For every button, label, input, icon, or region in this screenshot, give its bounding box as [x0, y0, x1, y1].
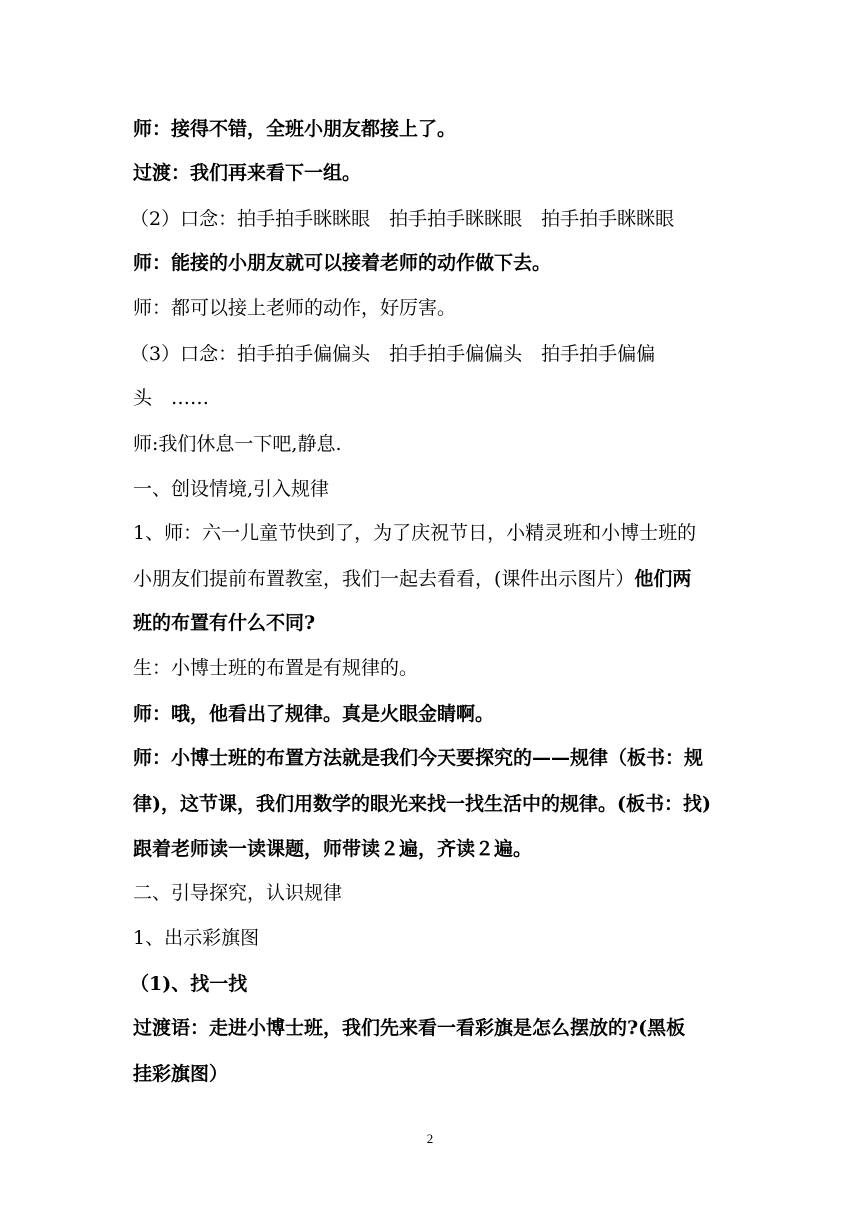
line-text: 过渡：我们再来看下一组。	[133, 162, 362, 184]
text-line	[130, 207, 730, 231]
line-text: 师:我们休息一下吧,静息.	[133, 433, 342, 455]
line-text: 班的布置有什么不同?	[133, 612, 316, 634]
page-number: 2	[426, 1131, 434, 1146]
line-text: 律)，这节课，我们用数学的眼光来找一找生活中的规律。(板书：找)	[133, 793, 711, 815]
line-text: 二、引导探究，认识规律	[133, 882, 343, 904]
text-line	[133, 432, 733, 456]
text-line	[133, 611, 733, 635]
section-heading	[133, 881, 733, 905]
text-line	[133, 792, 733, 816]
text-line	[133, 702, 733, 726]
text-line	[130, 972, 730, 996]
text-line	[133, 1016, 733, 1040]
text-line	[133, 251, 733, 275]
text-line	[133, 296, 733, 320]
line-text: 挂彩旗图）	[133, 1063, 229, 1085]
line-text: 师：都可以接上老师的动作，好厉害。	[133, 297, 457, 319]
text-line	[133, 837, 733, 861]
line-text: 师：哦，他看出了规律。真是火眼金睛啊。	[133, 703, 495, 725]
text-line	[133, 746, 733, 770]
line-text: 头 ……	[133, 387, 210, 409]
line-text: 师：接得不错，全班小朋友都接上了。	[133, 118, 457, 140]
text-line	[133, 567, 733, 591]
line-text: （3）口念：拍手拍手偏偏头 拍手拍手偏偏头 拍手拍手偏偏	[130, 343, 656, 365]
text-line	[133, 386, 733, 410]
line-text: 一、创设情境,引入规律	[133, 478, 330, 500]
line-text: 师：能接的小朋友就可以接着老师的动作做下去。	[133, 252, 552, 274]
line-text: 1、出示彩旗图	[133, 927, 260, 949]
line-text: 生：小博士班的布置是有规律的。	[133, 657, 419, 679]
text-line	[133, 161, 733, 185]
line-text: （2）口念：拍手拍手眯眯眼 拍手拍手眯眯眼 拍手拍手眯眯眼	[130, 208, 675, 230]
line-text: 跟着老师读一读课题，师带读２遍，齐读２遍。	[133, 838, 533, 860]
section-heading	[133, 477, 733, 501]
text-line	[133, 926, 733, 950]
text-line	[130, 342, 730, 366]
text-line	[133, 117, 733, 141]
line-text: 师：小博士班的布置方法就是我们今天要探究的——规律（板书：规	[133, 747, 704, 769]
line-text: 1、师：六一儿童节快到了，为了庆祝节日，小精灵班和小博士班的	[133, 522, 697, 544]
line-text-bold: 他们两	[634, 568, 692, 590]
line-text: （1)、找一找	[130, 973, 248, 995]
text-line	[133, 521, 733, 545]
line-text: 过渡语：走进小博士班，我们先来看一看彩旗是怎么摆放的?(黑板	[133, 1017, 686, 1039]
text-line	[133, 656, 733, 680]
line-text: 小朋友们提前布置教室，我们一起去看看，(课件出示图片）	[133, 568, 635, 590]
text-line	[133, 1062, 733, 1086]
